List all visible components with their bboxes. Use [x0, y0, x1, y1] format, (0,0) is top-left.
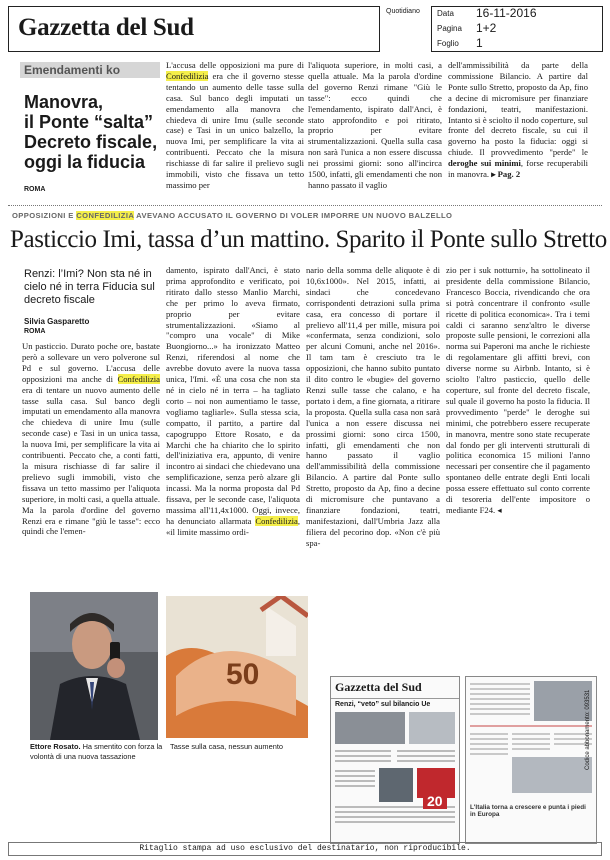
article-headline: Pasticcio Imi, tassa d’un mattino. Sparito il Ponte sullo Stretto [10, 226, 607, 253]
text-run: , forse recuperabili in manovra. [448, 158, 588, 180]
photo-banknotes-house [166, 596, 308, 738]
page-reference: ▸ Pag. 2 [491, 169, 521, 180]
front-headline-line: il Ponte “salta” [24, 112, 154, 132]
caption-name: Ettore Rosato. [30, 742, 81, 751]
text-run: AVEVANO ACCUSATO IL GOVERNO DI VOLER IMPORRE UN NUOVO BALZELLO [133, 211, 453, 220]
text-run: era di tentare un nuovo aumento delle tasse sulla casa. Sul banco degli imputati un emendamento alla manovra che chiedeva di unire Imu (sulle seconde case) e Tasi in un unica tassa, la nuova Imi, per semplificare la vita ai contribuenti. Peccato che, a conti fatti, la misura rischiasse di far salire il prelievo sugli immobili, visto che fissava un tetto massimo per l'aliquota superiore, in molti casi, a quella attuale. Ma la parola d'ordine del governo Renzi era e rimane "giù le tasse": ecco quindi che l'emen- [22, 384, 160, 537]
text-run: L'accusa delle opposizioni ma pure di [166, 60, 304, 70]
masthead-title: Gazzetta del Sud [18, 14, 194, 41]
caption-text: Ha smentito con forza la volontà di una nuova tassazione [30, 742, 163, 761]
text-run: Un pasticcio. Durato poche ore, bastate però a sollevare un vero polverone sul Pd e sul governo. L'accusa delle opposizioni ma anche di [22, 341, 160, 384]
subscription-code: Codice abbonamento: 093531 [585, 689, 591, 770]
front-headline-line: Decreto fiscale, [24, 132, 158, 152]
thumbnail-masthead: Gazzetta del Sud [331, 677, 459, 699]
edition-type: Quotidiano [386, 8, 420, 15]
article-column-3: nario della somma delle aliquote è di 10,6x1000». Nel 2015, infatti, ai sindaci che concedevano corrispondenti detrazioni sulla prima casa, era concesso di portare il prelievo all'11,4 per mille, misura poi «confermata, senza condizioni, solo per alcuni Comuni, anche nel 2016». Il tam tam è cresciuto tra le opposizioni, che hanno subito puntato il dito contro le «bugie» del governo Renzi sulle tasse che calano, e ha portato i dem, a fine giornata, a ritirare la proposta. Quella sulla casa non sarà l'unica a non essere discussa nei prossimi giorni: sono circa 1500, infatti, gli emendamenti che non hanno passato il vaglio dell'ammissibilità della commissione Bilancio. A partire dal Ponte sullo Stretto, proposto da Ap, fino a decine di micromisure che puntavano a finanziare fondazioni, teatri, manifestazioni, dall'Umbria Jazz alla filiera del pecorino dop. «Non c'è più spa- [306, 265, 440, 548]
front-column-2: l'aliquota superiore, in molti casi, a quella attuale. Ma la parola d'ordine del governo Renzi rimane "Giù le tasse": ecco quindi che l'emendamento, ispirato dall'Anci, è stato approfondito e poi ritirato, proprio per evitare strumentalizzazioni. Quella sulla casa non sarà l'unica a non essere discussa nei prossimi giorni: sono all'incirca 1500, infatti, gli emendamenti che non hanno passato il vaglio [308, 60, 442, 190]
inside-page-thumbnail [465, 676, 597, 844]
inside-thumbnail-headline: L'Italia torna a crescere e punta i piedi in Europa [470, 804, 586, 818]
front-dateline: ROMA [24, 186, 46, 193]
front-kicker: Emendamenti ko [24, 63, 121, 77]
article-strapline [12, 211, 452, 220]
text-run: era che il governo stesse tentando un aumento delle tasse sulla casa. Sul banco degli imputati un emendamento alla manovra che chiedeva di unire Imu (sulle seconde case) e Tasi in un unico balzello, la nuova Imi, per semplificare la vita ai contribuenti. Peccato che la misura rischiasse di far salire il prelievo sugli immobili, visto che fissava un tetto massimo per [166, 70, 304, 190]
meta-sheet-label: Foglio [437, 39, 459, 48]
photo-caption-taxes: Tasse sulla casa, nessun aumento [170, 742, 283, 751]
footer-notice: Ritaglio stampa ad uso esclusivo del destinatario, non riproducibile. [139, 844, 471, 853]
thumbnail-number-badge: 20 [423, 793, 447, 809]
meta-page-value: 1+2 [476, 21, 497, 35]
article-column-1 [22, 341, 160, 537]
thumbnail-headline: Renzi, “veto” sul bilancio Ue [335, 701, 431, 708]
front-headline-line: Manovra, [24, 92, 104, 112]
meta-date-label: Data [437, 9, 454, 18]
front-page-thumbnail [330, 676, 460, 844]
front-headline [24, 92, 164, 172]
svg-text:50: 50 [226, 658, 260, 691]
text-run: , «il limite massimo ordi- [166, 515, 300, 537]
text-run: OPPOSIZIONI E [12, 211, 77, 220]
article-column-2 [166, 265, 300, 538]
front-column-3 [448, 60, 588, 180]
highlighted-term: Confedilizia [255, 515, 298, 526]
highlighted-term: Confedilizia [166, 70, 209, 81]
meta-date-value: 16-11-2016 [476, 6, 537, 20]
text-run: damento, ispirato dall'Anci, è stato prima approfondito e verificato, poi ritirato dallo stesso Manlio Marchi, che per primo lo aveva firmato, proprio per evitare strumentalizzazioni. «Siamo al "compro una vocale" di Mike Buongiorno...» ha ironizzato Matteo Renzi, riferendosi al nome che avrebbe dovuto avere la nuova tassa unica, l'Imi. «È una cosa che non sta né in cielo né in terra – ha tagliato corto – noi non aumentiamo le tasse, vogliamo tagliarle». Sulla stessa scia, compatto, il partito, a partire dal capogruppo Ettore Rosato, e da Marchi che ha chiarito che lo spirito dell'iniziativa era, appunto, di venire incontro ai sindaci che chiedevano una semplificazione, senza però alzare gli incassi. Ma la norma proposta dal Pd fissava, per le seconde case, l'aliquota massima all'11,4x1000. Oggi, invece, ha denunciato allarmata [166, 265, 300, 526]
inside-page-layout-graphic [466, 677, 596, 797]
meta-page-label: Pagina [437, 24, 462, 33]
highlighted-term: Confedilizia [117, 373, 160, 384]
highlighted-term: CONFEDILIZIA [76, 211, 134, 220]
section-divider [8, 205, 602, 206]
article-byline: Silvia Gasparetto [24, 317, 90, 326]
photo-ettore-rosato [30, 592, 158, 740]
bold-term: deroghe sui minimi [448, 158, 521, 169]
front-column-1 [166, 60, 304, 191]
meta-sheet-value: 1 [476, 36, 483, 50]
front-headline-line: oggi la fiducia [24, 152, 146, 172]
article-dateline: ROMA [24, 328, 46, 335]
text-run: dell'ammissibilità da parte della commissione Bilancio. A partire dal Ponte sullo Stretto, proposto da Ap, fino a decine di micromisure per finanziare fondazioni, teatri, manifestazioni. Intanto si è sciolto il nodo coperture, sul fronte del decreto fiscale, su cui il governo ha posto la fiducia: oggi si chiude. Il provvedimento "perde" le [448, 60, 588, 158]
photo-caption-rosato [30, 742, 170, 762]
article-deck: Renzi: l’Imi? Non sta né in cielo né in terra Fiducia sul decreto fiscale [24, 268, 155, 306]
thumbnail-layout-graphic [331, 710, 459, 840]
article-column-4: zio per i suk notturni», ha sottolineato il presidente della commissione Bilancio, Francesco Boccia, rivendicando che ora si potrà concentrare il confronto «sulle ricette di politica economica». Tra i temi caldi ci saranno senz'altro le diverse proposte sulle pensioni, le correzioni alla norma sui Paperoni ma anche le richieste di regolamentare gli affitti brevi, con diverse norme su Airbnb. Intanto, si è sciolto l'altro pasticcio, quello delle coperture, sul fronte del decreto fiscale, sul quale il governo ha posto la fiducia. Il provvedimento "perde" le deroghe sui minimi, che potrebbero essere recuperate in manovra, mentre sono state recuperate dal fondo per gli interventi strutturali di politica economica 15 milioni l'anno necessari per consentire che il pagamento spontaneo delle entrate degli Enti locali possa essere effettuato sul conto corrente di tesoreria dell'ente impositore o mediante F24. ◂ [446, 265, 590, 515]
